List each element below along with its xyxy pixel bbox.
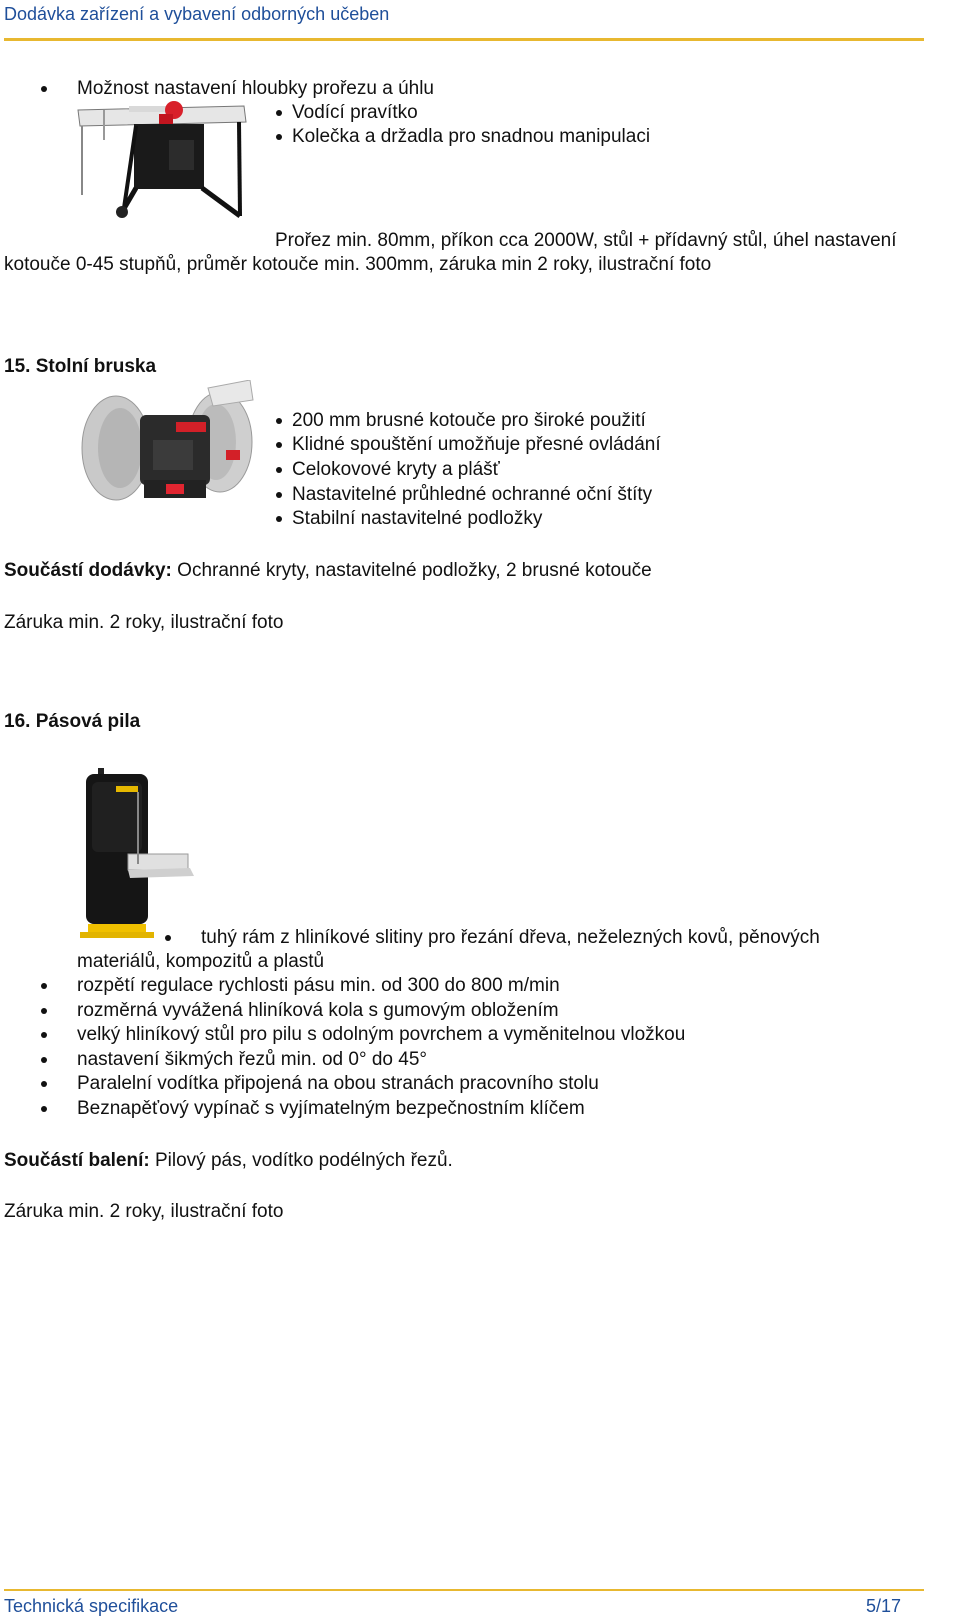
delivery-label: Součástí dodávky: (4, 560, 172, 581)
header-divider (4, 38, 924, 41)
package-text: Pilový pás, vodítko podélných řezů. (149, 1150, 453, 1171)
spec-text: Prořez min. 80mm, příkon cca 2000W, stůl + přídavný stůl, úhel nastavení (275, 230, 897, 251)
list-item: Možnost nastavení hloubky prořezu a úhlu (77, 78, 434, 99)
delivery-text: Ochranné kryty, nastavitelné podložky, 2 brusné kotouče (171, 560, 652, 581)
warranty-text: Záruka min. 2 roky, ilustrační foto (4, 1201, 284, 1222)
spec-text: kotouče 0-45 stupňů, průměr kotouče min. 300mm, záruka min 2 roky, ilustrační foto (4, 254, 712, 275)
list-item: Klidné spouštění umožňuje přesné ovládání (292, 434, 661, 455)
page-number: 5/17 (866, 1596, 902, 1616)
list-item-continuation: materiálů, kompozitů a plastů (77, 951, 325, 972)
package-line (4, 1148, 453, 1173)
list-item: tuhý rám z hliníkové slitiny pro řezání dřeva, neželezných kovů, pěnových (201, 927, 820, 948)
delivery-line (4, 558, 652, 583)
list-item: Nastavitelné průhledné ochranné oční štíty (292, 484, 653, 505)
package-label: Součástí balení: (4, 1150, 150, 1171)
list-item: Celokovové kryty a plášť (292, 459, 500, 480)
warranty-text: Záruka min. 2 roky, ilustrační foto (4, 612, 284, 633)
table-saw-photo (74, 100, 249, 220)
footer-divider (4, 1589, 924, 1591)
list-item: Beznapěťový vypínač s vyjímatelným bezpečnostním klíčem (77, 1098, 585, 1119)
band-saw-photo (78, 764, 196, 942)
list-item: velký hliníkový stůl pro pilu s odolným povrchem a vyměnitelnou vložkou (77, 1024, 686, 1045)
footer-title: Technická specifikace (4, 1596, 179, 1616)
section-heading: 16. Pásová pila (4, 711, 141, 732)
list-item: Vodící pravítko (292, 102, 418, 123)
list-item: Stabilní nastavitelné podložky (292, 508, 543, 529)
header-title: Dodávka zařízení a vybavení odborných učeben (4, 4, 390, 24)
list-item: Paralelní vodítka připojená na obou stranách pracovního stolu (77, 1073, 599, 1094)
list-item: 200 mm brusné kotouče pro široké použití (292, 410, 646, 431)
list-item: nastavení šikmých řezů min. od 0° do 45° (77, 1049, 427, 1070)
list-item: Kolečka a držadla pro snadnou manipulaci (292, 126, 651, 147)
section-heading: 15. Stolní bruska (4, 356, 157, 377)
list-item: rozpětí regulace rychlosti pásu min. od 300 do 800 m/min (77, 975, 560, 996)
bench-grinder-photo (78, 380, 258, 515)
list-item: rozměrná vyvážená hliníková kola s gumovým obložením (77, 1000, 559, 1021)
